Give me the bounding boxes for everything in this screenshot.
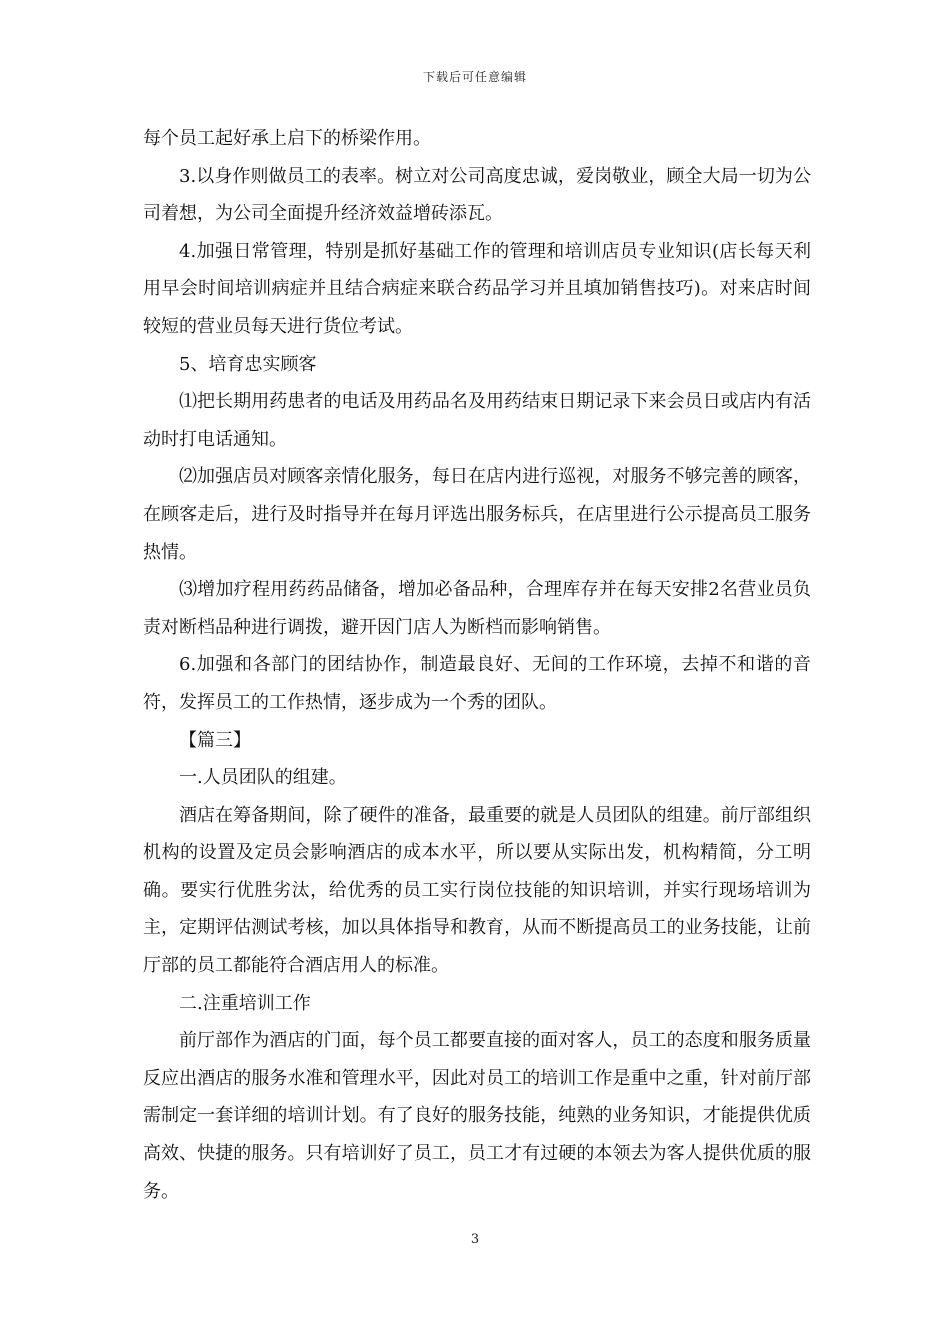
document-body xyxy=(143,120,811,1210)
paragraph-item-6: 6.加强和各部门的团结协作，制造最良好、无间的工作环境，去掉不和谐的音符，发挥员工的工作热情，逐步成为一个秀的团队。 xyxy=(143,654,811,713)
page-header: 下载后可任意编辑 xyxy=(422,70,527,84)
section-heading-team-building: 一.人员团队的组建。 xyxy=(179,767,347,789)
paragraph-item-5-heading: 5、培育忠实顾客 xyxy=(179,353,317,375)
paragraph-sub-2: ⑵加强店员对顾客亲情化服务，每日在店内进行巡视，对服务不够完善的顾客，在顾客走后，进行及时指导并在每月评选出服务标兵，在店里进行公示提高员工服务热情。 xyxy=(143,466,811,563)
section-heading-training: 二.注重培训工作 xyxy=(179,992,311,1014)
paragraph-item-4: 4.加强日常管理，特别是抓好基础工作的管理和培训店员专业知识(店长每天利用早会时间培训病症并且结合病症来联合药品学习并且填加销售技巧)。对来店时间较短的营业员每天进行货位考试。 xyxy=(143,240,811,337)
paragraph-team-building: 酒店在筹备期间，除了硬件的准备，最重要的就是人员团队的组建。前厅部组织机构的设置及定员会影响酒店的成本水平，所以要从实际出发，机构精简，分工明确。要实行优胜劣汰，给优秀的员工实行岗位技能的知识培训，并实行现场培训为主，定期评估测试考核，加以具体指导和教育，从而不断提高员工的业务技能，让前厅部的员工都能符合酒店用人的标准。 xyxy=(143,804,811,977)
paragraph-bridge-role: 每个员工起好承上启下的桥梁作用。 xyxy=(143,128,431,149)
paragraph-sub-1: ⑴把长期用药患者的电话及用药品名及用药结束日期记录下来会员日或店内有活动时打电话通知。 xyxy=(143,391,811,450)
paragraph-item-3: 3.以身作则做员工的表率。树立对公司高度忠诚，爱岗敬业，顾全大局一切为公司着想，为公司全面提升经济效益增砖添瓦。 xyxy=(143,165,811,225)
paragraph-training: 前厅部作为酒店的门面，每个员工都要直接的面对客人，员工的态度和服务质量反应出酒店的服务水准和管理水平，因此对员工的培训工作是重中之重，针对前厅部需制定一套详细的培训计划。有了良好的服务技能，纯熟的业务知识，才能提供优质高效、快捷的服务。只有培训好了员工，员工才有过硬的本领去为客人提供优质的服务。 xyxy=(143,1030,811,1202)
page-number: 3 xyxy=(470,1232,480,1247)
paragraph-sub-3: ⑶增加疗程用药药品储备，增加必备品种，合理库存并在每天安排2名营业员负责对断档品种进行调拨，避开因门店人为断档而影响销售。 xyxy=(143,579,811,638)
section-heading-part-three: 【篇三】 xyxy=(179,729,251,751)
